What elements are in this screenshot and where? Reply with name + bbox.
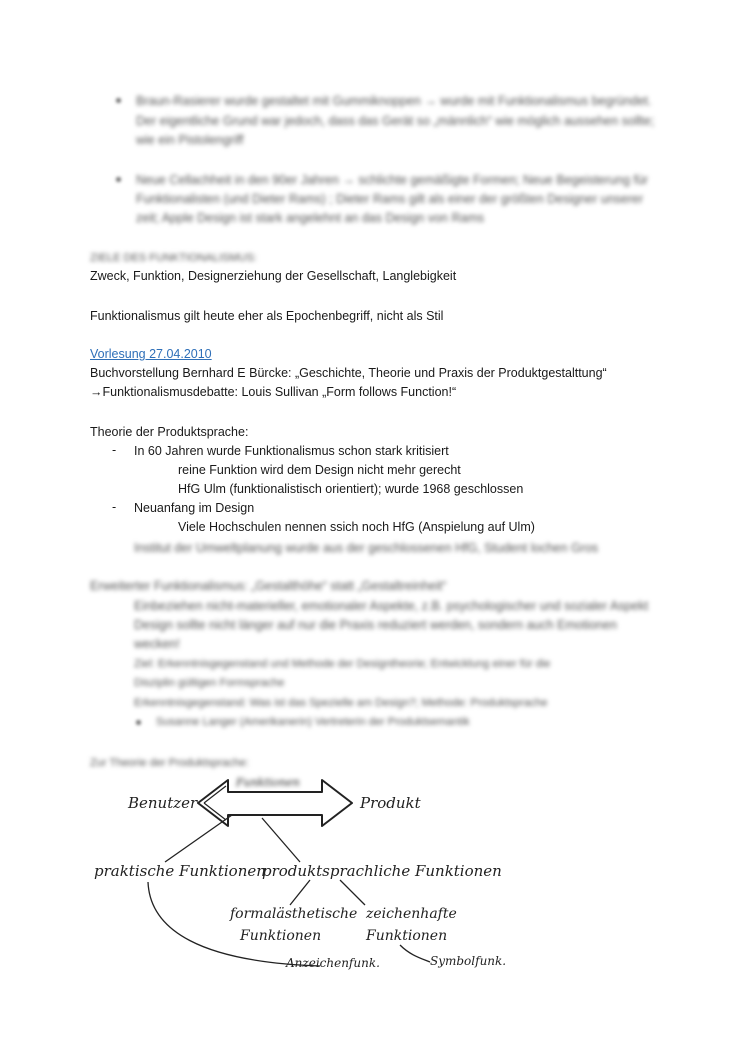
connector-line bbox=[262, 818, 300, 862]
blurred-text: Disziplin gültigen Formsprache bbox=[134, 677, 285, 689]
curve-line bbox=[148, 882, 320, 966]
sketch-label-zeichen-2: Funktionen bbox=[366, 928, 448, 944]
blurred-text: Der eigentliche Grund war jedoch, dass das Gerät so „männlich“ wie möglich aussehen sollte; bbox=[136, 114, 655, 128]
sketch-label-produkt: Produkt bbox=[360, 794, 421, 812]
blurred-text: Braun-Rasierer wurde gestaltet mit Gummiknoppen → wurde mit Funktionalismus begründet. bbox=[136, 94, 652, 108]
blurred-text: wie ein Pistolengriff bbox=[136, 133, 244, 147]
blurred-text: Neue Cellachheit in den 90er Jahren → schlichte gemäßigte Formen; Neue Begeisterung für bbox=[136, 173, 649, 187]
sketch-label-formal-2: Funktionen bbox=[240, 928, 322, 944]
blurred-heading: Erweiterter Funktionalismus: „Gestalthöhe“ statt „Gestaltreinheit“ bbox=[90, 579, 447, 593]
section-heading: ZIELE DES FUNKTIONALISMUS: bbox=[90, 252, 257, 264]
blurred-heading: Zur Theorie der Produktsprache: bbox=[90, 757, 249, 769]
blurred-text: Einbeziehen nicht-materieller, emotionaler Aspekte, z.B. psychologischer und sozialer Aspekt bbox=[134, 599, 649, 613]
functionalism-debate: →Funktionalismusdebatte: Louis Sullivan „Form follows Function!“ bbox=[90, 385, 457, 399]
sketch-top-label: Funktionen bbox=[236, 776, 300, 789]
sketch-label-formal: formalästhetische bbox=[230, 906, 358, 922]
curve-line bbox=[400, 945, 430, 962]
sketch-label-zeichen: zeichenhafte bbox=[366, 906, 457, 922]
pure-function-text: reine Funktion wird dem Design nicht mehr gerecht bbox=[178, 463, 461, 477]
book-presentation: Buchvorstellung Bernhard E Bürcke: „Geschichte, Theorie und Praxis der Produktgestalttung“ bbox=[90, 366, 607, 380]
lecture-date-heading: Vorlesung 27.04.2010 bbox=[90, 347, 212, 361]
blurred-text: Erkenntnisgegenstand: Was ist das Spezielle am Design?; Methode: Produktsprache bbox=[134, 697, 548, 709]
universities-text: Viele Hochschulen nennen ssich noch HfG (Anspielung auf Ulm) bbox=[178, 520, 535, 534]
blurred-text: Ziel: Erkenntnisgegenstand und Methode der Designtheorie; Entwicklung einer für die bbox=[134, 658, 551, 670]
blurred-text: Susanne Langer (Amerikanerin) Vertreterin der Produktsemantik bbox=[156, 716, 470, 728]
connector-line bbox=[290, 880, 310, 905]
ziele-text: Zweck, Funktion, Designerziehung der Gesellschaft, Langlebigkeit bbox=[90, 269, 457, 283]
dash-bullet: - bbox=[112, 443, 117, 457]
epochen-text: Funktionalismus gilt heute eher als Epochenbegriff, nicht als Stil bbox=[90, 309, 444, 323]
sketch-label-praktische: praktische Funktionen bbox=[94, 862, 266, 880]
sketch-label-symbol: Symbolfunk. bbox=[430, 954, 507, 968]
criticism-text: In 60 Jahren wurde Funktionalismus schon stark kritisiert bbox=[134, 444, 449, 458]
blurred-text: Funktionalisten (und Dieter Rams) ; Dieter Rams gilt als einer der größten Designer unserer bbox=[136, 192, 644, 206]
dash-bullet: - bbox=[112, 500, 117, 514]
sketch-label-produktsprachliche: produktsprachliche Funktionen bbox=[262, 862, 502, 880]
blurred-text: zeit; Apple Design ist stark angelehnt an das Design von Rams bbox=[136, 211, 485, 225]
connector-line bbox=[165, 815, 232, 862]
sketch-label-anzeichen: Anzeichenfunk. bbox=[286, 956, 380, 970]
blurred-text: wecken! bbox=[134, 637, 180, 651]
hfg-ulm-text: HfG Ulm (funktionalistisch orientiert); wurde 1968 geschlossen bbox=[178, 482, 524, 496]
theory-heading: Theorie der Produktsprache: bbox=[90, 425, 249, 439]
new-beginning-text: Neuanfang im Design bbox=[134, 501, 255, 515]
sketch-label-benutzer: Benutzer bbox=[128, 794, 198, 812]
blurred-text: Institut der Umweltplanung wurde aus der geschlossenen HfG, Student lochen Gros bbox=[134, 541, 599, 555]
blurred-text: Design sollte nicht länger auf nur die Praxis reduziert werden, sondern auch Emotionen bbox=[134, 618, 617, 632]
connector-line bbox=[340, 880, 365, 905]
